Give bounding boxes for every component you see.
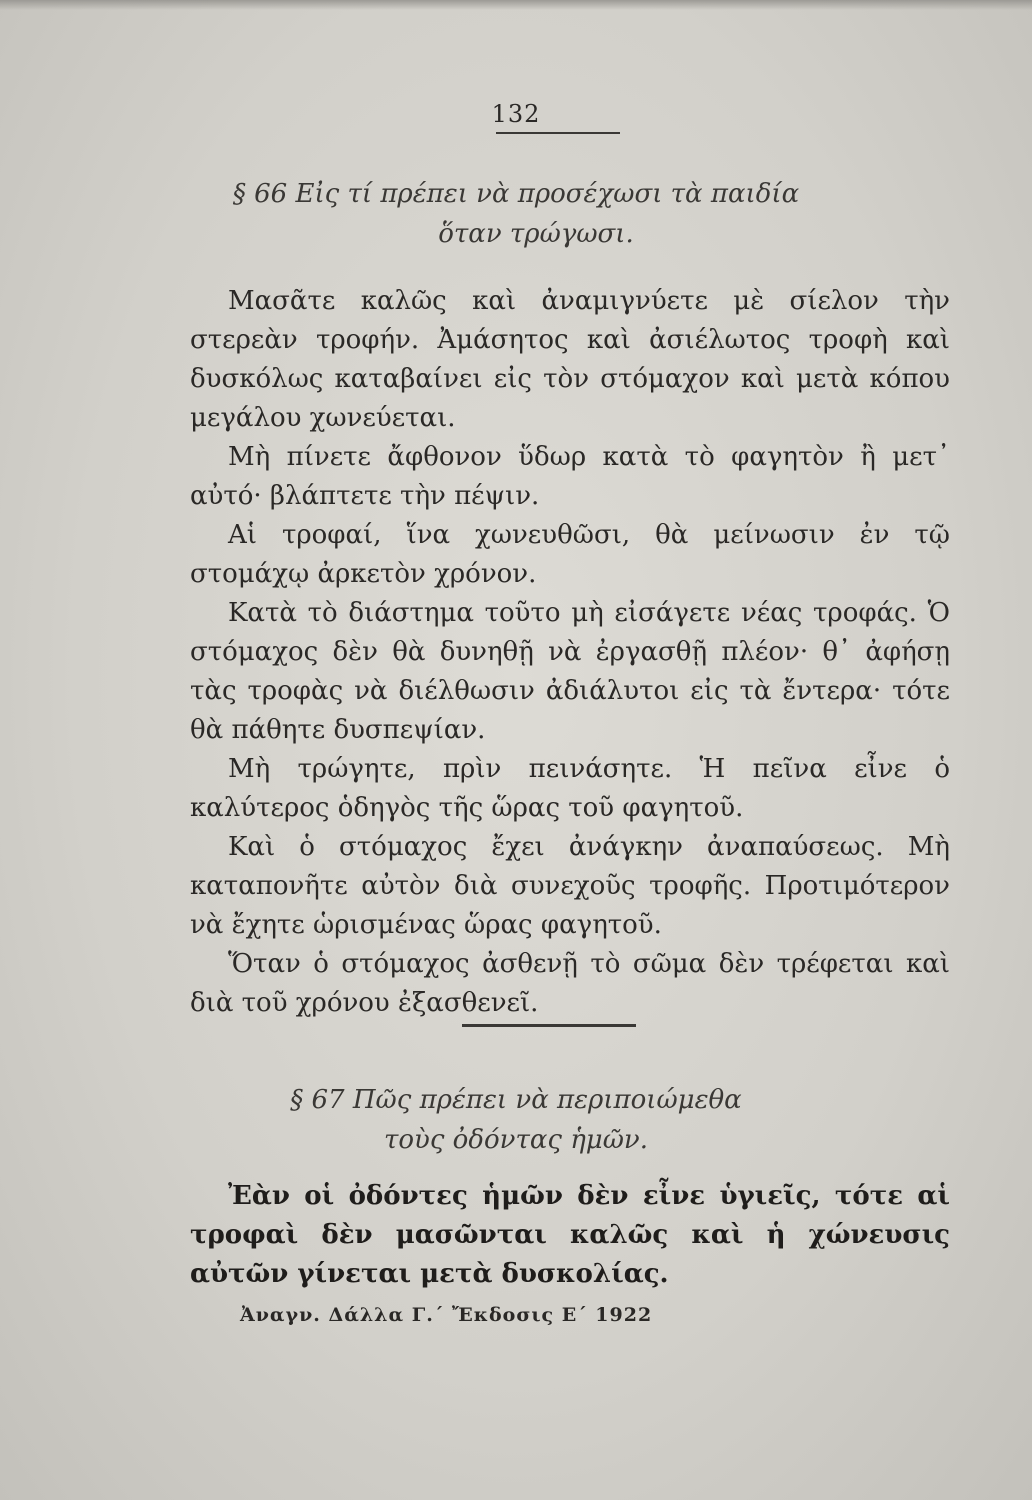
page-number: 132 xyxy=(491,100,541,128)
section-divider xyxy=(462,1024,636,1027)
section-66-heading-line2: ὅταν τρώγωσι. xyxy=(438,219,634,249)
paragraph: Ἐὰν οἱ ὀδόντες ἡμῶν δὲν εἶνε ὑγιεῖς, τότε αἱ τροφαὶ δὲν μασῶνται καλῶς καὶ ἡ χώνευσις αὐτῶν γίνεται μετὰ δυσκολίας. xyxy=(190,1181,950,1289)
section-66-heading-line1: § 66 Εἰς τί πρέπει νὰ προσέχωσι τὰ παιδία xyxy=(232,179,800,209)
paragraph: Μὴ πίνετε ἄφθονον ὕδωρ κατὰ τὸ φαγητὸν ἢ μετ᾽ αὐτό· βλάπτετε τὴν πέψιν. xyxy=(190,442,950,511)
section-66-heading xyxy=(0,174,1032,254)
footer-signature: Ἀναγν. Δάλλα Γ.΄ Ἔκδοσις Ε΄ 1922 xyxy=(240,1304,653,1326)
section-67-heading xyxy=(0,1080,1032,1160)
page-top-edge xyxy=(0,0,1032,10)
paragraph: Μὴ τρώγητε, πρὶν πεινάσητε. Ἡ πεῖνα εἶνε ὁ καλύτερος ὁδηγὸς τῆς ὥρας τοῦ φαγητοῦ. xyxy=(190,754,950,823)
section-67-body xyxy=(190,1177,950,1294)
section-67-heading-line2: τοὺς ὀδόντας ἡμῶν. xyxy=(384,1125,648,1155)
section-67-heading-line1: § 67 Πῶς πρέπει νὰ περιποιώμεθα xyxy=(290,1085,742,1115)
paragraph: Μασᾶτε καλῶς καὶ ἀναμιγνύετε μὲ σίελον τὴν στερεὰν τροφήν. Ἀμάσητος καὶ ἀσιέλωτος τροφὴ καὶ δυσκόλως καταβαίνει εἰς τὸν στόμαχον καὶ μετὰ κόπου μεγάλου χωνεύεται. xyxy=(190,286,950,433)
paragraph: Ὅταν ὁ στόμαχος ἀσθενῇ τὸ σῶμα δὲν τρέφεται καὶ διὰ τοῦ χρόνου ἐξασθενεῖ. xyxy=(190,949,950,1018)
paragraph: Κατὰ τὸ διάστημα τοῦτο μὴ εἰσάγετε νέας τροφάς. Ὁ στόμαχος δὲν θὰ δυνηθῇ νὰ ἐργασθῇ πλέον· θ᾽ ἀφήσῃ τὰς τροφὰς νὰ διέλθωσιν ἀδιάλυτοι εἰς τὰ ἔντερα· τότε θὰ πάθητε δυσπεψίαν. xyxy=(190,598,950,745)
section-66-body xyxy=(190,282,950,1023)
paragraph: Καὶ ὁ στόμαχος ἔχει ἀνάγκην ἀναπαύσεως. Μὴ καταπονῆτε αὐτὸν διὰ συνεχοῦς τροφῆς. Προτιμότερον νὰ ἔχητε ὡρισμένας ὥρας φαγητοῦ. xyxy=(190,832,950,940)
paragraph: Αἱ τροφαί, ἵνα χωνευθῶσι, θὰ μείνωσιν ἐν τῷ στομάχῳ ἀρκετὸν χρόνον. xyxy=(190,520,950,589)
page-number-underline xyxy=(496,132,620,134)
